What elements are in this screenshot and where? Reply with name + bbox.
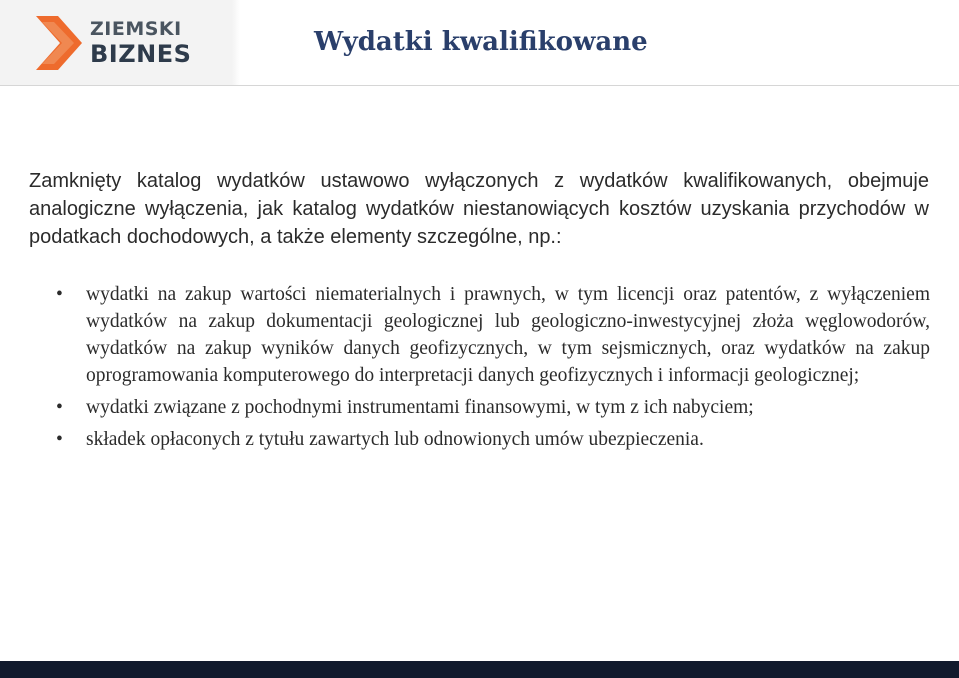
list-item — [56, 426, 930, 453]
slide-title: Wydatki kwalifikowane — [314, 27, 648, 57]
slide-header — [0, 0, 959, 86]
ziemski-biznes-logo — [36, 16, 192, 72]
logo-chevron-icon — [36, 16, 86, 70]
list-item-text: wydatki związane z pochodnymi instrumentami finansowymi, w tym z ich nabyciem; — [86, 397, 754, 418]
list-item — [56, 281, 930, 389]
intro-paragraph: Zamknięty katalog wydatków ustawowo wyłączonych z wydatków kwalifikowanych, obejmuje analogiczne wyłączenia, jak katalog wydatków niestanowiących kosztów uzyskania przychodów w podatkach dochodowych, a także elementy szczególne, np.: — [29, 170, 929, 248]
logo-text-top: ZIEMSKI — [90, 18, 182, 40]
bullet-list — [56, 281, 930, 458]
bullet-icon: • — [56, 429, 63, 450]
list-item-text: wydatki na zakup wartości niematerialnych i prawnych, w tym licencji oraz patentów, z wyłączeniem wydatków na zakup dokumentacji geologicznej lub geologiczno-inwestycyjnej złoża węglowodorów, wydatków na zakup wyników danych geofizycznych, w tym sejsmicznych, oraz wydatków na zakup oprogramowania komputerowego do interpretacji danych geofizycznych i informacji geologicznej; — [86, 284, 930, 386]
bullet-icon: • — [56, 284, 63, 305]
list-item — [56, 394, 930, 421]
bullet-icon: • — [56, 397, 63, 418]
logo-text-bottom: BIZNES — [90, 40, 192, 68]
list-item-text: składek opłaconych z tytułu zawartych lub odnowionych umów ubezpieczenia. — [86, 429, 704, 450]
footer-bar — [0, 661, 959, 678]
